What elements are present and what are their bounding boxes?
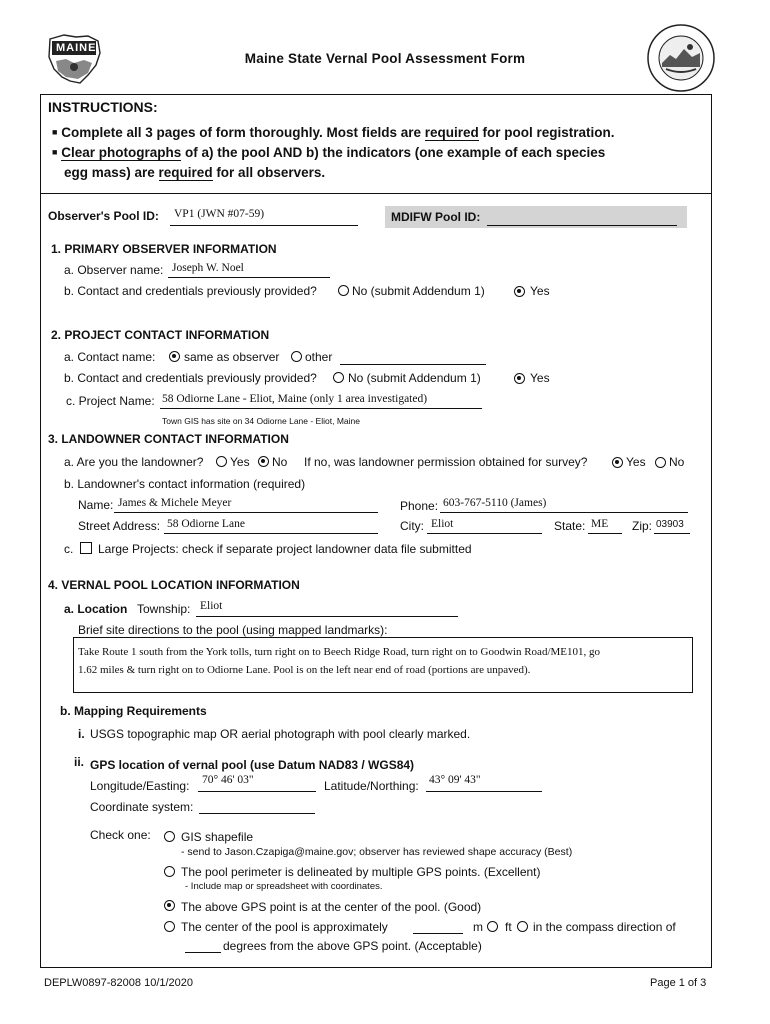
coordinate-system-label: Coordinate system: xyxy=(90,800,194,814)
permission-yes-radio[interactable] xyxy=(612,457,623,468)
mapping-ii-num: ii. xyxy=(74,755,85,769)
approx-distance-field[interactable] xyxy=(413,933,463,934)
unit-m-label: m xyxy=(473,920,483,934)
center-point-label: The above GPS point is at the center of the pool. (Good) xyxy=(181,900,482,914)
state-field[interactable] xyxy=(588,533,622,534)
latitude-value: 43° 09' 43" xyxy=(429,774,481,786)
location-label: a. Location xyxy=(64,602,128,616)
longitude-label: Longitude/Easting: xyxy=(90,779,190,793)
landowner-name-field[interactable] xyxy=(114,512,378,513)
city-value: Eliot xyxy=(431,518,454,530)
maine-logo-text: MAINE xyxy=(56,42,97,54)
large-projects-checkbox[interactable] xyxy=(80,542,92,554)
project-name-note: Town GIS has site on 34 Odiorne Lane - Eliot, Maine xyxy=(162,416,360,426)
gis-shapefile-label: GIS shapefile xyxy=(181,830,254,844)
instructions-divider xyxy=(40,193,712,194)
contact-other-radio[interactable] xyxy=(291,351,302,362)
mapping-i-text: USGS topographic map OR aerial photograph with pool clearly marked. xyxy=(90,727,471,741)
permission-no-label: No xyxy=(669,455,685,469)
state-label: State: xyxy=(554,519,586,533)
landowner-name-label: Name: xyxy=(78,498,114,512)
township-label: Township: xyxy=(137,602,191,616)
mapping-i-num: i. xyxy=(78,727,85,741)
street-field[interactable] xyxy=(164,533,378,534)
instructions-heading: INSTRUCTIONS: xyxy=(48,99,158,115)
phone-label: Phone: xyxy=(400,499,439,513)
large-projects-label: Large Projects: check if separate project landowner data file submitted xyxy=(98,542,472,556)
latitude-label: Latitude/Northing: xyxy=(324,779,419,793)
section-1-heading: 1. PRIMARY OBSERVER INFORMATION xyxy=(51,242,277,256)
gis-shapefile-radio[interactable] xyxy=(164,831,175,842)
s1-credentials-yes-label: Yes xyxy=(530,284,550,298)
observer-name-label: a. Observer name: xyxy=(64,263,164,277)
zip-value: 03903 xyxy=(656,519,684,530)
large-projects-prefix: c. xyxy=(64,542,74,556)
permission-q-label: If no, was landowner permission obtained for survey? xyxy=(304,455,588,469)
observer-pool-id-field[interactable] xyxy=(170,225,358,226)
landowner-q-label: a. Are you the landowner? xyxy=(64,455,204,469)
approx-center-radio[interactable] xyxy=(164,921,175,932)
approx-center-label: The center of the pool is approximately xyxy=(181,920,388,934)
project-name-value: 58 Odiorne Lane - Eliot, Maine (only 1 area investigated) xyxy=(162,393,428,405)
landowner-no-label: No xyxy=(272,455,288,469)
permission-yes-label: Yes xyxy=(626,455,646,469)
zip-label: Zip: xyxy=(632,519,653,533)
landowner-no-radio[interactable] xyxy=(258,456,269,467)
observer-pool-id-value: VP1 (JWN #07-59) xyxy=(174,208,265,220)
state-value: ME xyxy=(591,518,609,530)
contact-other-label: other xyxy=(305,350,333,364)
s1-credentials-yes-radio[interactable] xyxy=(514,286,525,297)
street-value: 58 Odiorne Lane xyxy=(167,518,245,530)
project-name-field[interactable] xyxy=(160,408,482,409)
perimeter-sub: - Include map or spreadsheet with coordinates. xyxy=(185,881,383,892)
phone-field[interactable] xyxy=(440,512,688,513)
unit-ft-radio[interactable] xyxy=(517,921,528,932)
degrees-field[interactable] xyxy=(185,952,221,953)
mapping-heading: b. Mapping Requirements xyxy=(60,704,207,718)
permission-no-radio[interactable] xyxy=(655,457,666,468)
contact-name-label: a. Contact name: xyxy=(64,350,156,364)
city-field[interactable] xyxy=(427,533,542,534)
page-number: Page 1 of 3 xyxy=(650,977,707,989)
unit-ft-label: ft xyxy=(505,920,512,934)
street-label: Street Address: xyxy=(78,519,161,533)
section-4-heading: 4. VERNAL POOL LOCATION INFORMATION xyxy=(48,578,300,592)
longitude-field[interactable] xyxy=(198,791,316,792)
landowner-yes-radio[interactable] xyxy=(216,456,227,467)
landowner-name-value: James & Michele Meyer xyxy=(118,497,232,509)
s1-credentials-no-radio[interactable] xyxy=(338,285,349,296)
project-name-label: c. Project Name: xyxy=(66,394,155,408)
observer-name-value: Joseph W. Noel xyxy=(172,262,244,274)
s2-credentials-no-radio[interactable] xyxy=(333,372,344,383)
dep-seal xyxy=(646,23,716,93)
latitude-field[interactable] xyxy=(426,791,542,792)
page-title: Maine State Vernal Pool Assessment Form xyxy=(244,51,526,66)
mdifw-pool-id-field[interactable] xyxy=(487,225,677,226)
mdifw-pool-id-label: MDIFW Pool ID: xyxy=(391,210,481,224)
form-id: DEPLW0897-82008 10/1/2020 xyxy=(44,977,194,989)
township-value: Eliot xyxy=(200,600,223,612)
observer-pool-id-label: Observer's Pool ID: xyxy=(48,209,159,223)
section-3-heading: 3. LANDOWNER CONTACT INFORMATION xyxy=(48,432,289,446)
center-point-radio[interactable] xyxy=(164,900,175,911)
gis-shapefile-sub: - send to Jason.Czapiga@maine.gov; observer has reviewed shape accuracy (Best) xyxy=(181,846,573,858)
directions-line-1: Take Route 1 south from the York tolls, turn right on to Beech Ridge Road, turn right on to Goodwin Road/ME101, go xyxy=(78,646,600,658)
gps-heading: GPS location of vernal pool (use Datum NAD83 / WGS84) xyxy=(90,758,415,772)
instruction-2-cont: egg mass) are required for all observers. xyxy=(64,165,326,180)
instruction-2: ■ Clear photographs of a) the pool AND b) the indicators (one example of each species xyxy=(52,145,606,160)
contact-other-field[interactable] xyxy=(340,364,486,365)
observer-name-field[interactable] xyxy=(168,277,330,278)
s1-credentials-no-label: No (submit Addendum 1) xyxy=(352,284,485,298)
instruction-1: ■ Complete all 3 pages of form thoroughly. Most fields are required for pool registration. xyxy=(52,125,615,140)
directions-label: Brief site directions to the pool (using mapped landmarks): xyxy=(78,623,388,637)
s1-credentials-label: b. Contact and credentials previously provided? xyxy=(64,284,317,298)
township-field[interactable] xyxy=(196,616,458,617)
section-2-heading: 2. PROJECT CONTACT INFORMATION xyxy=(51,328,270,342)
check-one-label: Check one: xyxy=(90,828,151,842)
unit-m-radio[interactable] xyxy=(487,921,498,932)
s2-credentials-yes-radio[interactable] xyxy=(514,373,525,384)
directions-line-2: 1.62 miles & turn right on to Odiorne Lane. Pool is on the left near end of road (portions are unpaved). xyxy=(78,664,531,676)
s2-credentials-no-label: No (submit Addendum 1) xyxy=(348,371,481,385)
compass-direction-label: in the compass direction of xyxy=(533,920,676,934)
s2-credentials-yes-label: Yes xyxy=(530,371,550,385)
phone-value: 603-767-5110 (James) xyxy=(443,497,547,509)
perimeter-radio[interactable] xyxy=(164,866,175,877)
coordinate-system-field[interactable] xyxy=(199,813,315,814)
zip-field[interactable] xyxy=(654,533,690,534)
contact-same-label: same as observer xyxy=(184,350,280,364)
perimeter-label: The pool perimeter is delineated by multiple GPS points. (Excellent) xyxy=(181,865,541,879)
city-label: City: xyxy=(400,519,424,533)
contact-same-radio[interactable] xyxy=(169,351,180,362)
landowner-contact-label: b. Landowner's contact information (required) xyxy=(64,477,306,491)
longitude-value: 70° 46' 03" xyxy=(202,774,254,786)
landowner-yes-label: Yes xyxy=(230,455,250,469)
s2-credentials-label: b. Contact and credentials previously provided? xyxy=(64,371,317,385)
degrees-label: degrees from the above GPS point. (Acceptable) xyxy=(223,939,482,953)
